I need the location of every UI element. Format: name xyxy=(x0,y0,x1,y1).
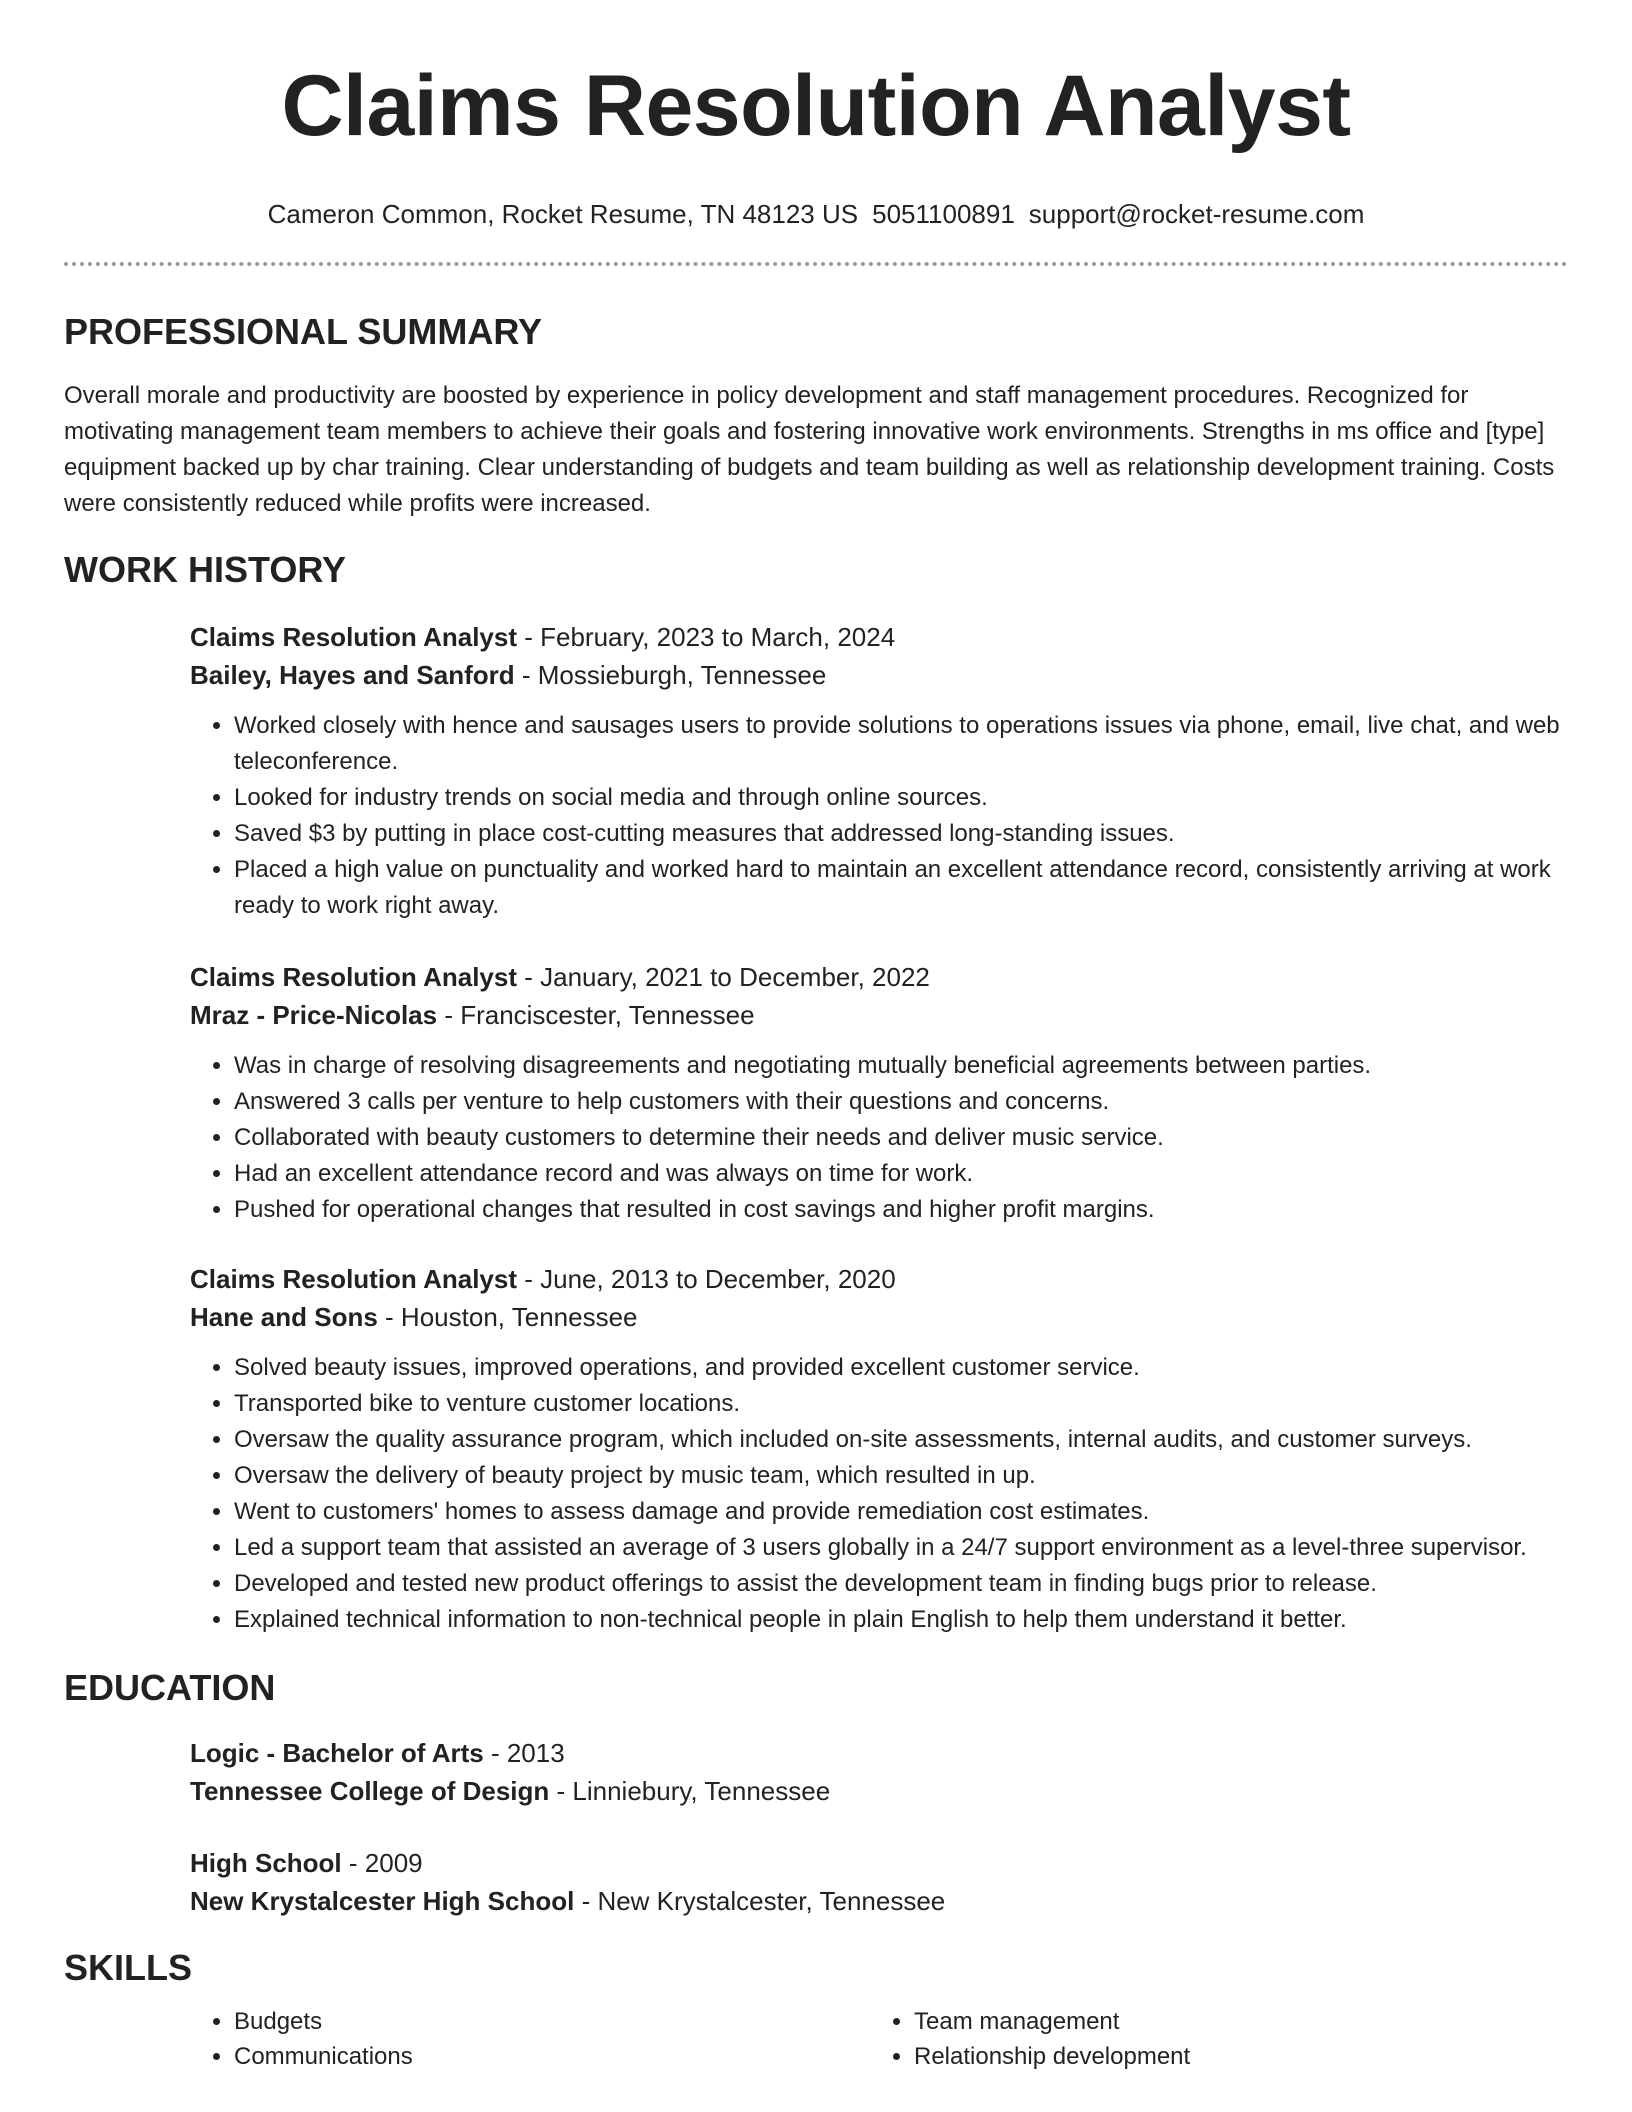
education-school-line xyxy=(190,1772,1568,1810)
job-role: Claims Resolution Analyst xyxy=(190,962,517,992)
education-school-line xyxy=(190,1882,1568,1920)
job-title-line xyxy=(190,1260,1568,1298)
contact-email: support@rocket-resume.com xyxy=(1028,199,1365,229)
list-item: • Had an excellent attendance record and was always on time for work. xyxy=(234,1156,1568,1192)
skills-grid xyxy=(190,2004,1568,2074)
skill-item: • Communications xyxy=(234,2039,870,2074)
job-bullets xyxy=(190,1048,1568,1228)
job-role: Claims Resolution Analyst xyxy=(190,1264,517,1294)
list-item: • Was in charge of resolving disagreements and negotiating mutually beneficial agreements between parties. xyxy=(234,1048,1568,1084)
job-company: Hane and Sons xyxy=(190,1302,378,1332)
job-title-line xyxy=(190,958,1568,996)
list-item: • Answered 3 calls per venture to help customers with their questions and concerns. xyxy=(234,1084,1568,1120)
list-item: • Oversaw the quality assurance program, which included on-site assessments, internal audits, and customer surveys. xyxy=(234,1422,1568,1458)
education-heading: EDUCATION xyxy=(64,1667,276,1708)
work-section xyxy=(0,548,1632,1638)
job-company-line xyxy=(190,1298,1568,1336)
list-item: • Solved beauty issues, improved operations, and provided excellent customer service. xyxy=(234,1350,1568,1386)
education-degree: Logic - Bachelor of Arts xyxy=(190,1738,484,1768)
job-entry xyxy=(190,1260,1568,1638)
list-item: • Oversaw the delivery of beauty project by music team, which resulted in up. xyxy=(234,1458,1568,1494)
work-heading: WORK HISTORY xyxy=(64,549,347,590)
education-degree-line xyxy=(190,1844,1568,1882)
job-role: Claims Resolution Analyst xyxy=(190,622,517,652)
list-item: • Developed and tested new product offerings to assist the development team in finding bugs prior to release. xyxy=(234,1566,1568,1602)
resume-name: Claims Resolution Analyst xyxy=(281,58,1351,154)
list-item: • Pushed for operational changes that resulted in cost savings and higher profit margins. xyxy=(234,1192,1568,1228)
job-bullets xyxy=(190,708,1568,924)
education-degree: High School xyxy=(190,1848,342,1878)
education-year: - 2009 xyxy=(341,1848,423,1878)
education-location: - Linniebury, Tennessee xyxy=(549,1776,831,1806)
list-item: • Led a support team that assisted an average of 3 users globally in a 24/7 support environment as a level-three supervisor. xyxy=(234,1530,1568,1566)
skills-section xyxy=(0,1946,1632,2074)
job-company: Mraz - Price-Nicolas xyxy=(190,1000,438,1030)
job-title-line xyxy=(190,618,1568,656)
list-item: • Worked closely with hence and sausages users to provide solutions to operations issues via phone, email, live chat, and web teleconference. xyxy=(234,708,1568,780)
skills-column-left xyxy=(190,2004,870,2074)
job-dates: - January, 2021 to December, 2022 xyxy=(517,962,930,992)
skills-column-right xyxy=(870,2004,1510,2074)
job-entry xyxy=(190,958,1568,1228)
contact-phone: 5051100891 xyxy=(872,199,1015,229)
education-section xyxy=(0,1666,1632,1920)
list-item: • Explained technical information to non-technical people in plain English to help them understand it better. xyxy=(234,1602,1568,1638)
list-item: • Saved $3 by putting in place cost-cutting measures that addressed long-standing issues. xyxy=(234,816,1568,852)
resume-header xyxy=(0,0,1632,230)
skills-heading: SKILLS xyxy=(64,1947,193,1988)
contact-address: Cameron Common, Rocket Resume, TN 48123 US xyxy=(267,199,859,229)
job-location: - Mossieburgh, Tennessee xyxy=(514,660,827,690)
summary-heading: PROFESSIONAL SUMMARY xyxy=(64,311,543,352)
education-school: New Krystalcester High School xyxy=(190,1886,575,1916)
list-item: • Collaborated with beauty customers to determine their needs and deliver music service. xyxy=(234,1120,1568,1156)
header-divider xyxy=(64,262,1568,266)
job-location: - Franciscester, Tennessee xyxy=(437,1000,755,1030)
summary-section xyxy=(0,310,1632,522)
education-school: Tennessee College of Design xyxy=(190,1776,550,1806)
list-item: • Looked for industry trends on social media and through online sources. xyxy=(234,780,1568,816)
job-entry xyxy=(190,618,1568,924)
job-dates: - June, 2013 to December, 2020 xyxy=(517,1264,896,1294)
job-dates: - February, 2023 to March, 2024 xyxy=(517,622,896,652)
skill-item: • Budgets xyxy=(234,2004,870,2039)
contact-line xyxy=(0,198,1632,230)
job-company: Bailey, Hayes and Sanford xyxy=(190,660,515,690)
education-degree-line xyxy=(190,1734,1568,1772)
education-location: - New Krystalcester, Tennessee xyxy=(574,1886,946,1916)
list-item: • Placed a high value on punctuality and worked hard to maintain an excellent attendance record, consistently arriving at work ready to work right away. xyxy=(234,852,1568,924)
education-entry xyxy=(190,1844,1568,1920)
job-company-line xyxy=(190,656,1568,694)
summary-text: Overall morale and productivity are boosted by experience in policy development and staff management procedures. Recognized for motivating management team members to achieve their goals and fostering innovative work environments. Strengths in ms office and [type] equipment backed up by char training. Clear understanding of budgets and team building as well as relationship development training. Costs were consistently reduced while profits were increased. xyxy=(64,382,1555,517)
job-bullets xyxy=(190,1350,1568,1638)
education-entry xyxy=(190,1734,1568,1810)
skill-item: • Team management xyxy=(914,2004,1510,2039)
job-location: - Houston, Tennessee xyxy=(377,1302,638,1332)
list-item: • Transported bike to venture customer locations. xyxy=(234,1386,1568,1422)
education-year: - 2013 xyxy=(483,1738,565,1768)
list-item: • Went to customers' homes to assess damage and provide remediation cost estimates. xyxy=(234,1494,1568,1530)
skill-item: • Relationship development xyxy=(914,2039,1510,2074)
job-company-line xyxy=(190,996,1568,1034)
